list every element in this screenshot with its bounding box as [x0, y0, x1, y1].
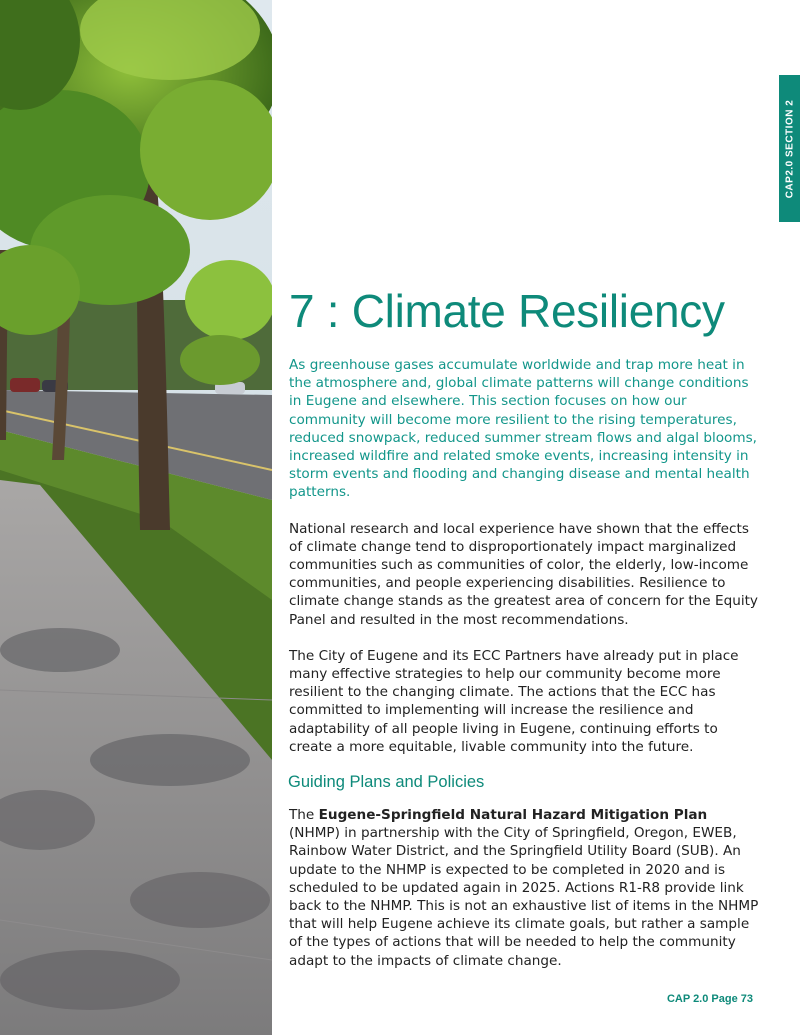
- section-side-tab: [779, 75, 800, 222]
- equity-paragraph: National research and local experience have shown that the effects of climate change tend to disproportionately impact marginalized communities such as communities of color, the elderly, low-income communities, and people experiencing disabilities. Resilience to climate change stands as the greatest area of concern for the Equity Panel and resulted in the most recommendations.: [289, 520, 758, 628]
- plan-prefix: The: [289, 807, 319, 824]
- page-title: 7 : Climate Resiliency: [289, 285, 725, 337]
- intro-paragraph: As greenhouse gases accumulate worldwide and trap more heat in the atmosphere and, global climate patterns will change conditions in Eugene and elsewhere. This section focuses on how our community will become more resilient to the rising temperatures, reduced snowpack, reduced summer stream flows and algal blooms, increased wildfire and related smoke events, increasing intensity in storm events and flooding and changing disease and mental health patterns.: [289, 357, 758, 501]
- page-footer: CAP 2.0 Page 73: [666, 993, 753, 1005]
- plan-name: Eugene-Springfield Natural Hazard Mitigation Plan: [318, 807, 708, 824]
- main-content: [289, 276, 759, 970]
- street-tree-photo: [0, 0, 272, 1035]
- section-subheading: Guiding Plans and Policies: [288, 773, 485, 792]
- section-tab-label: CAP2.0 SECTION 2: [784, 99, 795, 198]
- partners-paragraph: The City of Eugene and its ECC Partners have already put in place many effective strategies to help our community become more resilient to the changing climate. The actions that the ECC has committed to implementing will increase the resilience and adaptability of all people living in Eugene, continuing efforts to create a more equitable, livable community into the future.: [289, 647, 739, 755]
- plan-paragraph: [289, 806, 759, 970]
- plan-description: (NHMP) in partnership with the City of Springfield, Oregon, EWEB, Rainbow Water District, and the Springfield Utility Board (SUB). An update to the NHMP is expected to be completed in 2020 and is scheduled to be updated again in 2025. Actions R1-R8 provide link back to the NHMP. This is not an exhaustive list of items in the NHMP that will help Eugene achieve its climate goals, but rather a sample of the types of actions that will be needed to help the community adapt to the impacts of climate change.: [289, 825, 759, 969]
